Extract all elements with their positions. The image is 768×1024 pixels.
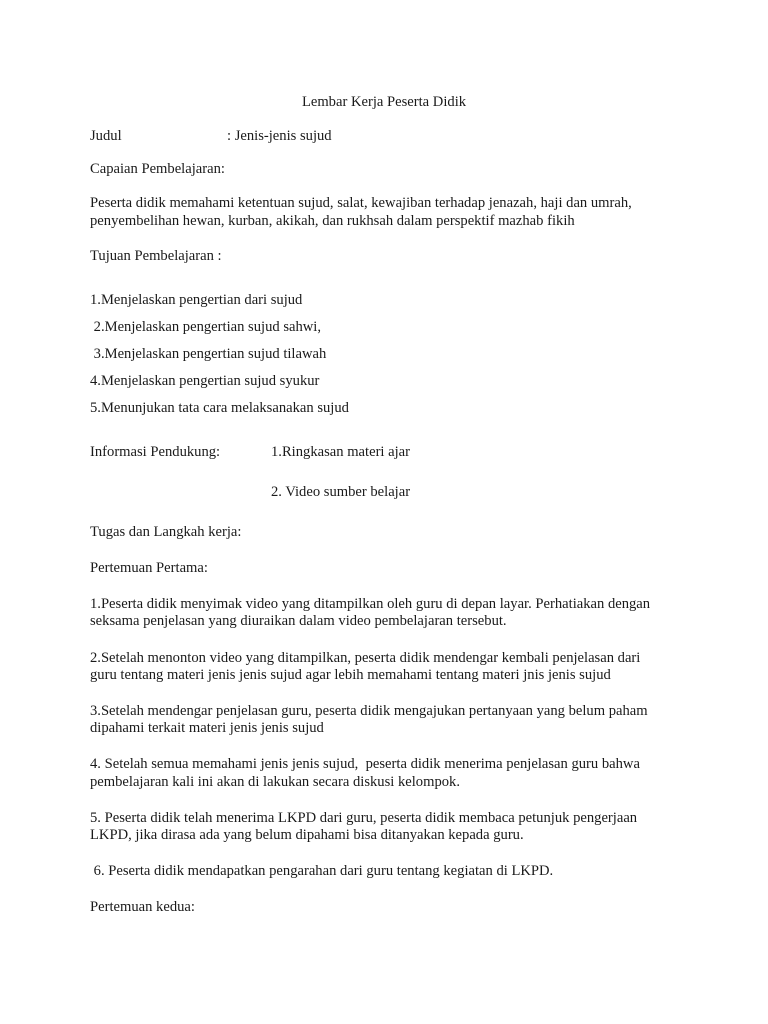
capaian-text-line-2: penyembelihan hewan, kurban, akikah, dan rukhsah dalam perspektif mazhab fikih: [90, 213, 575, 229]
judul-value: : Jenis-jenis sujud: [227, 128, 332, 144]
tujuan-item: 3.Menjelaskan pengertian sujud tilawah: [90, 346, 327, 362]
step-line: 6. Peserta didik mendapatkan pengarahan dari guru tentang kegiatan di LKPD.: [90, 863, 554, 879]
informasi-item: 1.Ringkasan materi ajar: [271, 444, 410, 460]
step-line: pembelajaran kali ini akan di lakukan secara diskusi kelompok.: [90, 774, 460, 790]
step-line: 1.Peserta didik menyimak video yang ditampilkan oleh guru di depan layar. Perhatiakan dengan: [90, 596, 651, 612]
pertemuan-pertama-label: Pertemuan Pertama:: [90, 560, 208, 576]
step-line: 4. Setelah semua memahami jenis jenis sujud, peserta didik menerima penjelasan guru bahwa: [90, 756, 640, 772]
tujuan-item: 5.Menunjukan tata cara melaksanakan sujud: [90, 400, 349, 416]
tujuan-label: Tujuan Pembelajaran :: [90, 248, 222, 264]
informasi-item: 2. Video sumber belajar: [271, 484, 411, 500]
capaian-label: Capaian Pembelajaran:: [90, 161, 225, 177]
informasi-label: Informasi Pendukung:: [90, 444, 221, 460]
step-line: guru tentang materi jenis jenis sujud agar lebih memahami tentang materi jnis jenis sujud: [90, 667, 611, 683]
tujuan-item: 1.Menjelaskan pengertian dari sujud: [90, 292, 303, 308]
step-line: dipahami terkait materi jenis jenis sujud: [90, 720, 324, 736]
capaian-text-line-1: Peserta didik memahami ketentuan sujud, salat, kewajiban terhadap jenazah, haji dan umrah,: [90, 195, 632, 211]
step-line: seksama penjelasan yang diuraikan dalam video pembelajaran tersebut.: [90, 613, 507, 629]
pertemuan-kedua-label: Pertemuan kedua:: [90, 899, 195, 915]
step-line: 5. Peserta didik telah menerima LKPD dari guru, peserta didik membaca petunjuk pengerjaan: [90, 810, 638, 826]
step-line: 2.Setelah menonton video yang ditampilkan, peserta didik mendengar kembali penjelasan dari: [90, 650, 641, 666]
step-line: 3.Setelah mendengar penjelasan guru, peserta didik mengajukan pertanyaan yang belum paham: [90, 703, 648, 719]
tujuan-item: 4.Menjelaskan pengertian sujud syukur: [90, 373, 320, 389]
tujuan-item: 2.Menjelaskan pengertian sujud sahwi,: [90, 319, 322, 335]
document-title: Lembar Kerja Peserta Didik: [301, 94, 467, 110]
tugas-label: Tugas dan Langkah kerja:: [90, 524, 242, 540]
judul-label: Judul: [90, 128, 122, 144]
step-line: LKPD, jika dirasa ada yang belum dipahami bisa ditanyakan kepada guru.: [90, 827, 524, 843]
